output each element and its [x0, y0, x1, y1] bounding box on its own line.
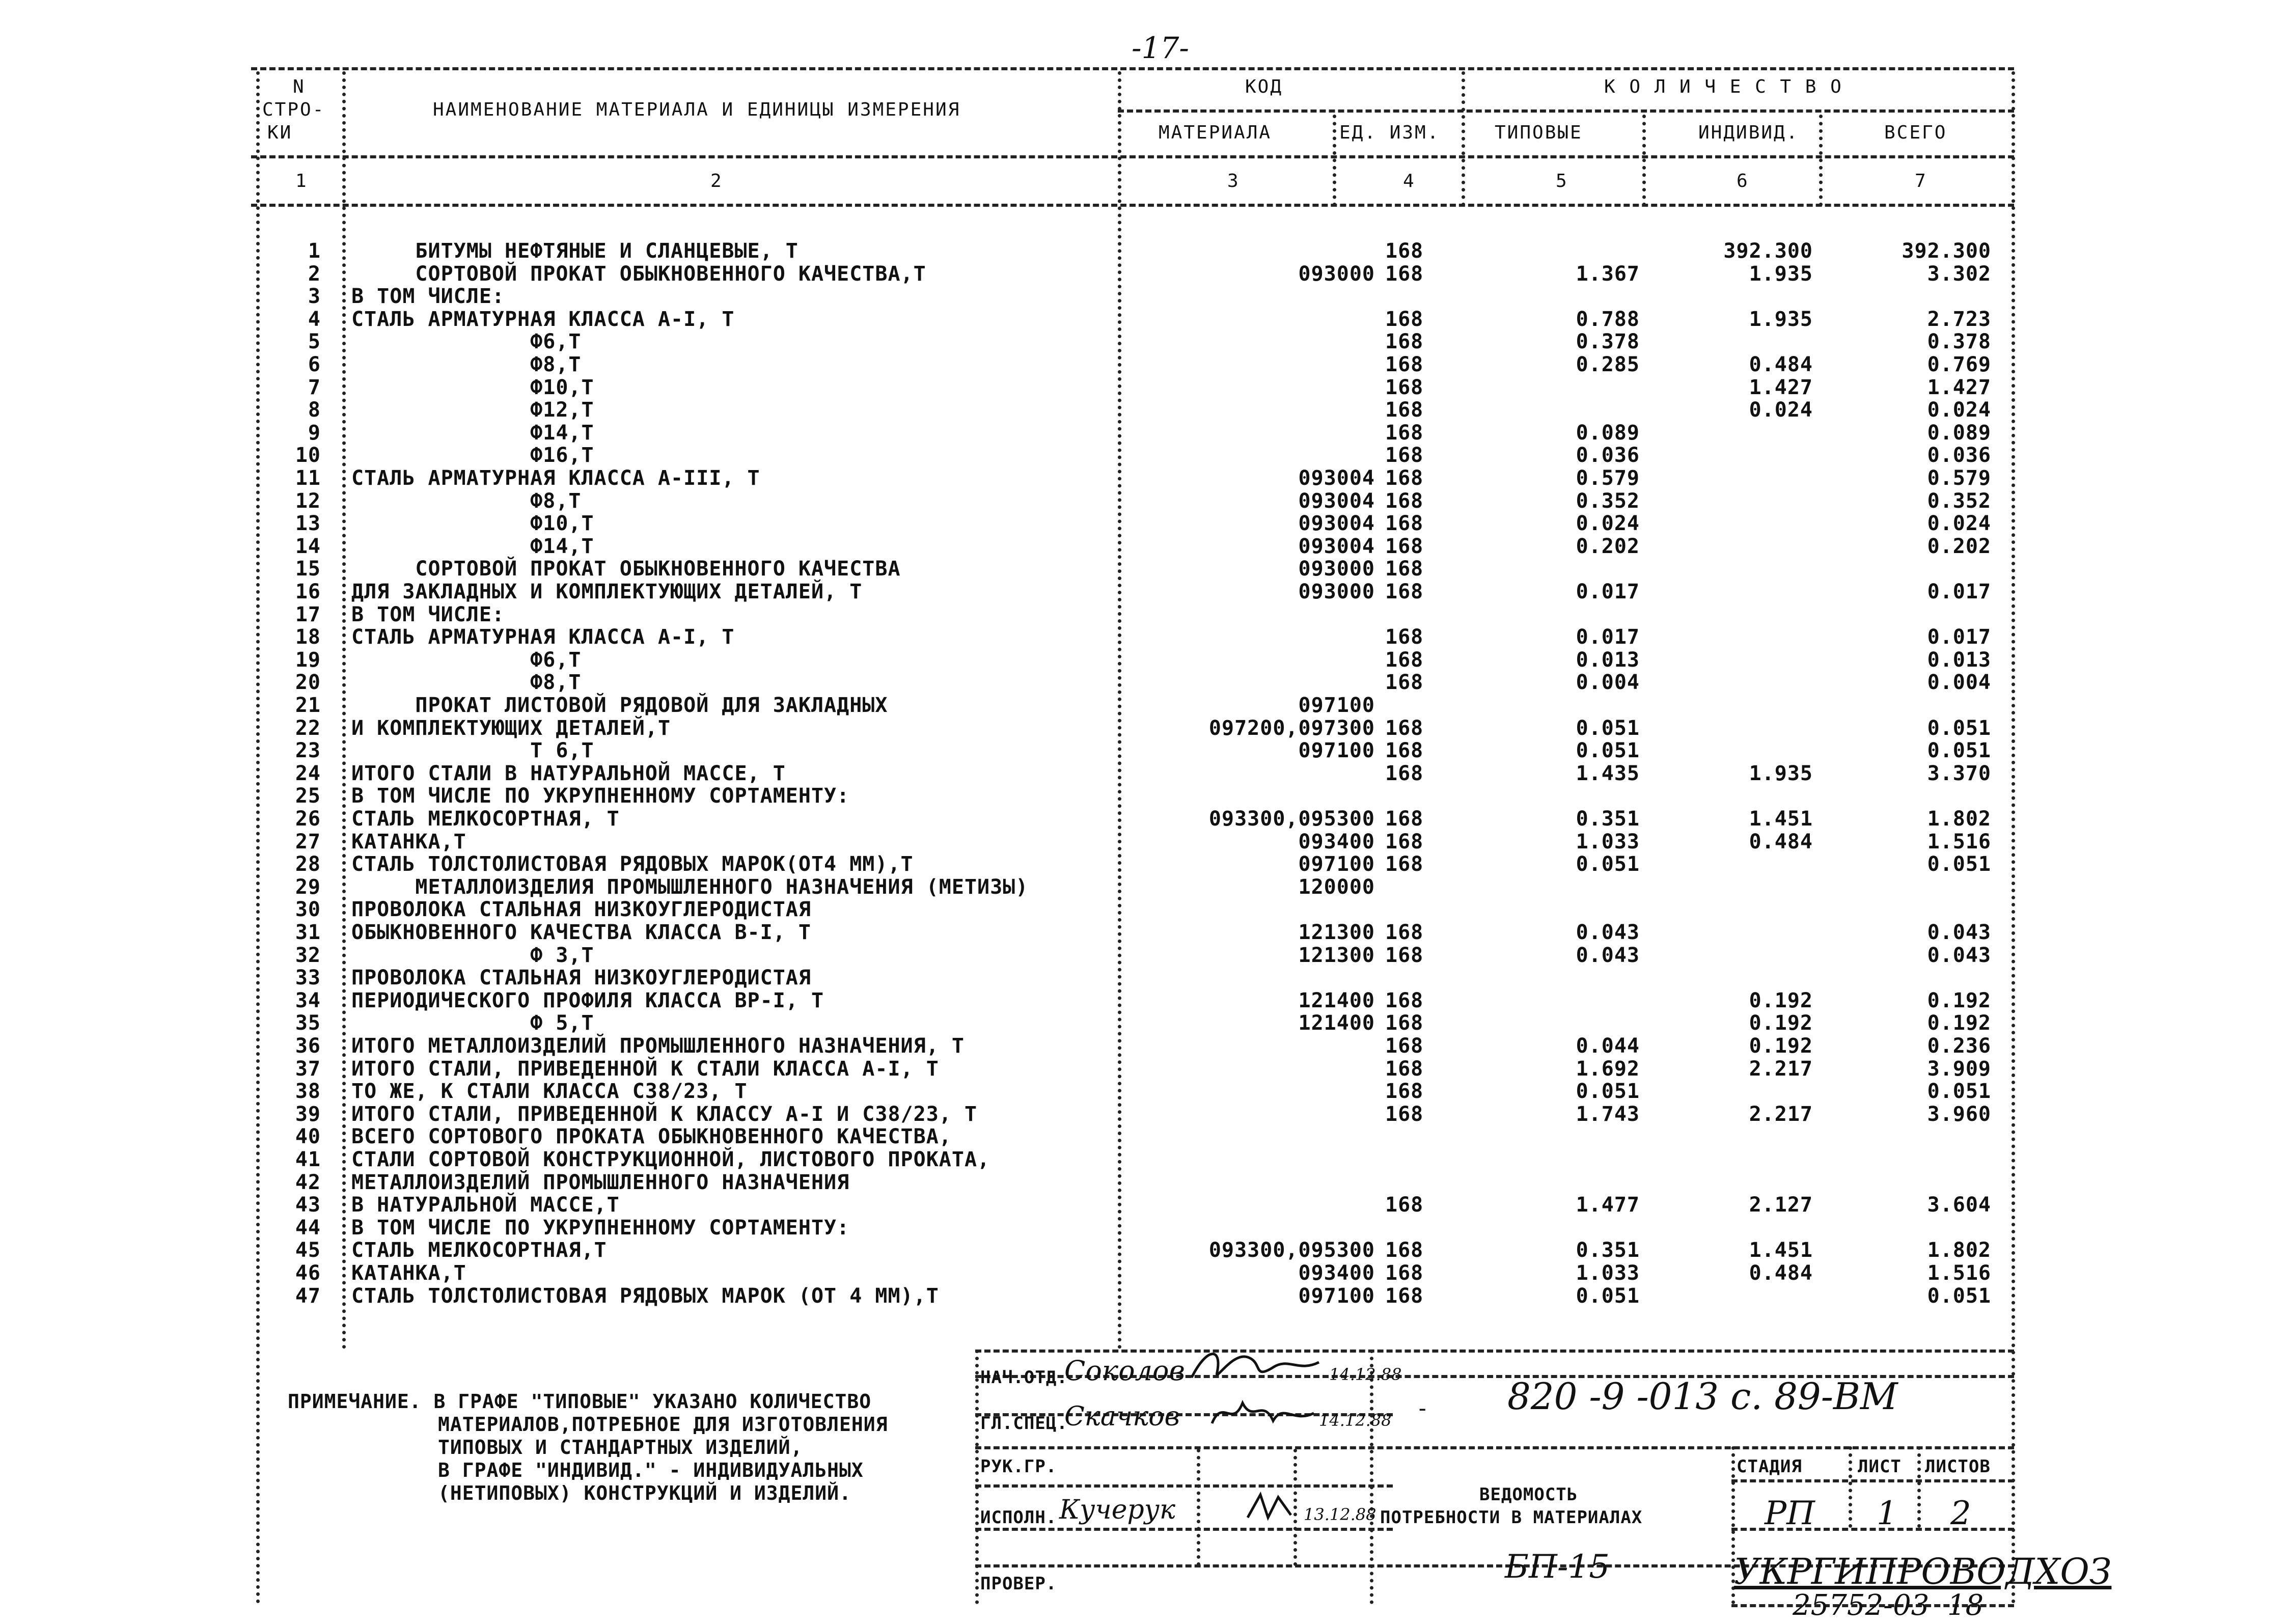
- material-name: ПРОВОЛОКА СТАЛЬНАЯ НИЗКОУГЛЕРОДИСТАЯ: [351, 898, 811, 922]
- material-name: МЕТАЛЛОИЗДЕЛИЙ ПРОМЫШЛЕННОГО НАЗНАЧЕНИЯ: [351, 1170, 850, 1194]
- row-number: 14: [295, 534, 321, 558]
- unit-code: 168: [1385, 375, 1424, 399]
- title-line-1: ВЕДОМОСТЬ: [1479, 1484, 1578, 1505]
- material-code: 093004: [1298, 489, 1375, 513]
- material-name: В ТОМ ЧИСЛЕ:: [351, 602, 505, 626]
- material-code: 093400: [1298, 1261, 1375, 1285]
- qty-total: 0.051: [1927, 739, 1991, 763]
- unit-code: 168: [1385, 262, 1424, 286]
- row-number: 26: [295, 807, 321, 831]
- unit-code: 168: [1385, 830, 1424, 854]
- row-number: 10: [295, 444, 321, 467]
- qty-typical: 0.051: [1576, 1080, 1640, 1104]
- qty-individual: 0.484: [1749, 353, 1813, 376]
- row-number: 6: [308, 353, 321, 376]
- unit-code: 168: [1385, 1238, 1424, 1262]
- colnum-3: 3: [1227, 171, 1240, 191]
- row-number: 25: [295, 784, 321, 808]
- qty-typical: 0.285: [1576, 353, 1640, 376]
- row-number: 3: [308, 285, 321, 309]
- material-code: 093004: [1298, 534, 1375, 558]
- qty-typical: 0.051: [1576, 739, 1640, 763]
- material-name: СТАЛЬ ТОЛСТОЛИСТОВАЯ РЯДОВЫХ МАРОК(ОТ4 ММ),Т: [351, 852, 914, 876]
- material-code: 121400: [1298, 988, 1375, 1012]
- sep-right-edge: [2012, 71, 2015, 1604]
- unit-code: 168: [1385, 444, 1424, 467]
- note-line-5: (НЕТИПОВЫХ) КОНСТРУКЦИЙ И ИЗДЕЛИЙ.: [438, 1482, 851, 1504]
- nach-otd-date: 14.12.88: [1329, 1365, 1402, 1384]
- material-name: И КОМПЛЕКТУЮЩИХ ДЕТАЛЕЙ,Т: [351, 716, 671, 740]
- qty-total: 3.909: [1927, 1057, 1991, 1081]
- rule-top: [251, 67, 2014, 70]
- qty-total: 0.017: [1927, 625, 1991, 649]
- qty-total: 0.043: [1927, 943, 1991, 967]
- qty-individual: 0.484: [1749, 830, 1813, 854]
- material-name: В ТОМ ЧИСЛЕ ПО УКРУПНЕННОМУ СОРТАМЕНТУ:: [351, 784, 850, 808]
- object-code: БП-15: [1505, 1548, 1610, 1586]
- material-name: Ф 5,Т: [351, 1011, 594, 1035]
- material-name: Ф10,Т: [351, 512, 594, 536]
- note-line-1: ПРИМЕЧАНИЕ. В ГРАФЕ "ТИПОВЫЕ" УКАЗАНО КОЛИЧЕСТВО: [288, 1390, 872, 1413]
- row-number: 11: [295, 466, 321, 490]
- qty-total: 0.051: [1927, 1284, 1991, 1308]
- material-name: В ТОМ ЧИСЛЕ ПО УКРУПНЕННОМУ СОРТАМЕНТУ:: [351, 1216, 850, 1240]
- qty-typical: 0.004: [1576, 671, 1640, 695]
- gl-spec-label: ГЛ.СПЕЦ.: [980, 1413, 1068, 1434]
- material-name: СОРТОВОЙ ПРОКАТ ОБЫКНОВЕННОГО КАЧЕСТВА: [351, 557, 901, 581]
- unit-code: 168: [1385, 1102, 1424, 1126]
- unit-code: 168: [1385, 1080, 1424, 1104]
- row-number: 19: [295, 648, 321, 672]
- rule-header-mid: [1118, 109, 2014, 113]
- nach-otd-name: Соколов: [1064, 1355, 1185, 1387]
- header-individ: ИНДИВИД.: [1698, 122, 1799, 143]
- qty-individual: 392.300: [1723, 239, 1813, 263]
- qty-typical: 0.051: [1576, 1284, 1640, 1308]
- unit-code: 168: [1385, 580, 1424, 603]
- qty-total: 3.302: [1927, 262, 1991, 286]
- material-code: 093004: [1298, 466, 1375, 490]
- row-number: 18: [295, 625, 321, 649]
- qty-typical: 0.043: [1576, 943, 1640, 967]
- qty-typical: 0.051: [1576, 716, 1640, 740]
- row-number: 1: [308, 239, 321, 263]
- material-name: Ф8,Т: [351, 671, 582, 695]
- qty-total: 0.017: [1927, 580, 1991, 603]
- material-name: Ф6,Т: [351, 648, 582, 672]
- material-name: Ф8,Т: [351, 353, 582, 376]
- qty-individual: 0.484: [1749, 1261, 1813, 1285]
- doc-code-dash: -: [1416, 1395, 1429, 1421]
- qty-total: 1.427: [1927, 375, 1991, 399]
- material-name: СТАЛЬ АРМАТУРНАЯ КЛАССА А-I, Т: [351, 625, 735, 649]
- material-name: В НАТУРАЛЬНОЙ МАССЕ,Т: [351, 1193, 620, 1217]
- listov-label: ЛИСТОВ: [1925, 1456, 1991, 1477]
- header-vsego: ВСЕГО: [1884, 122, 1947, 143]
- qty-individual: 0.192: [1749, 1034, 1813, 1058]
- material-name: ТО ЖЕ, К СТАЛИ КЛАССА С38/23, Т: [351, 1080, 748, 1104]
- material-code: 097200,097300: [1208, 716, 1375, 740]
- colnum-4: 4: [1403, 171, 1416, 191]
- signature-ispoln: [1243, 1487, 1299, 1528]
- qty-typical: 0.043: [1576, 921, 1640, 944]
- material-name: СТАЛИ СОРТОВОЙ КОНСТРУКЦИОННОЙ, ЛИСТОВОГО ПРОКАТА,: [351, 1148, 990, 1171]
- material-code: 121400: [1298, 1011, 1375, 1035]
- stadiya-label: СТАДИЯ: [1737, 1456, 1802, 1477]
- ispoln-date: 13.12.88: [1304, 1505, 1376, 1524]
- material-name: ИТОГО СТАЛИ, ПРИВЕДЕННОЙ К СТАЛИ КЛАССА А-I, Т: [351, 1057, 939, 1081]
- material-name: ПРОКАТ ЛИСТОВОЙ РЯДОВОЙ ДЛЯ ЗАКЛАДНЫХ: [351, 694, 888, 717]
- unit-code: 168: [1385, 807, 1424, 831]
- unit-code: 168: [1385, 852, 1424, 876]
- qty-total: 0.378: [1927, 330, 1991, 354]
- unit-code: 168: [1385, 1193, 1424, 1217]
- qty-individual: 1.935: [1749, 761, 1813, 785]
- material-code: 097100: [1298, 852, 1375, 876]
- row-number: 13: [295, 512, 321, 536]
- material-name: Ф14,Т: [351, 534, 594, 558]
- material-name: Ф12,Т: [351, 398, 594, 422]
- unit-code: 168: [1385, 648, 1424, 672]
- qty-typical: 0.579: [1576, 466, 1640, 490]
- qty-total: 1.516: [1927, 1261, 1991, 1285]
- unit-code: 168: [1385, 1034, 1424, 1058]
- gl-spec-name: Скачков: [1064, 1401, 1180, 1432]
- qty-total: 0.051: [1927, 1080, 1991, 1104]
- material-name: Т 6,Т: [351, 739, 594, 763]
- qty-typical: 0.024: [1576, 512, 1640, 536]
- qty-typical: 1.367: [1576, 262, 1640, 286]
- note-line-2: МАТЕРИАЛОВ,ПОТРЕБНОЕ ДЛЯ ИЗГОТОВЛЕНИЯ: [438, 1413, 888, 1436]
- rule-body-bottom: [975, 1350, 2014, 1353]
- material-name: Ф16,Т: [351, 444, 594, 467]
- signature-gl-spec: [1207, 1393, 1319, 1434]
- unit-code: 168: [1385, 988, 1424, 1012]
- row-number: 12: [295, 489, 321, 513]
- row-number: 29: [295, 875, 321, 899]
- row-number: 30: [295, 898, 321, 922]
- material-name: ПРОВОЛОКА СТАЛЬНАЯ НИЗКОУГЛЕРОДИСТАЯ: [351, 966, 811, 990]
- qty-typical: 0.788: [1576, 307, 1640, 331]
- qty-total: 3.370: [1927, 761, 1991, 785]
- qty-total: 0.769: [1927, 353, 1991, 376]
- rule-colnum-bottom: [251, 204, 2014, 207]
- row-number: 28: [295, 852, 321, 876]
- material-name: Ф6,Т: [351, 330, 582, 354]
- listov-value: 2: [1950, 1495, 1971, 1532]
- qty-total: 0.051: [1927, 716, 1991, 740]
- unit-code: 168: [1385, 307, 1424, 331]
- qty-typical: 0.378: [1576, 330, 1640, 354]
- row-number: 39: [295, 1102, 321, 1126]
- material-code: 093000: [1298, 262, 1375, 286]
- sep-left-edge: [256, 71, 260, 1604]
- qty-typical: 0.352: [1576, 489, 1640, 513]
- header-ki: КИ: [267, 122, 293, 143]
- unit-code: 168: [1385, 239, 1424, 263]
- unit-code: 168: [1385, 534, 1424, 558]
- material-code: 121300: [1298, 921, 1375, 944]
- qty-individual: 1.935: [1749, 307, 1813, 331]
- sep-n-name: [342, 71, 346, 1350]
- page-number: -17-: [1132, 31, 1189, 65]
- qty-typical: 1.033: [1576, 830, 1640, 854]
- row-number: 37: [295, 1057, 321, 1081]
- sep-typ-ind: [1642, 115, 1646, 206]
- material-code: 093300,095300: [1208, 807, 1375, 831]
- row-number: 34: [295, 988, 321, 1012]
- sep-name-code: [1118, 71, 1121, 1350]
- qty-individual: 1.451: [1749, 807, 1813, 831]
- unit-code: 168: [1385, 1261, 1424, 1285]
- row-number: 16: [295, 580, 321, 603]
- list-label: ЛИСТ: [1858, 1456, 1902, 1477]
- material-name: СОРТОВОЙ ПРОКАТ ОБЫКНОВЕННОГО КАЧЕСТВА,Т: [351, 262, 926, 286]
- unit-code: 168: [1385, 671, 1424, 695]
- row-number: 8: [308, 398, 321, 422]
- material-code: 097100: [1298, 739, 1375, 763]
- prover-label: ПРОВЕР.: [980, 1574, 1057, 1594]
- row-number: 7: [308, 375, 321, 399]
- unit-code: 168: [1385, 739, 1424, 763]
- material-name: ВСЕГО СОРТОВОГО ПРОКАТА ОБЫКНОВЕННОГО КАЧЕСТВА,: [351, 1125, 952, 1149]
- qty-individual: 2.217: [1749, 1102, 1813, 1126]
- row-number: 47: [295, 1284, 321, 1308]
- list-value: 1: [1877, 1495, 1897, 1532]
- row-number: 2: [308, 262, 321, 286]
- row-number: 31: [295, 921, 321, 944]
- unit-code: 168: [1385, 1057, 1424, 1081]
- ispoln-label: ИСПОЛН.: [980, 1507, 1057, 1528]
- row-number: 42: [295, 1170, 321, 1194]
- row-number: 45: [295, 1238, 321, 1262]
- material-name: Ф8,Т: [351, 489, 582, 513]
- qty-individual: 0.024: [1749, 398, 1813, 422]
- row-number: 35: [295, 1011, 321, 1035]
- material-name: СТАЛЬ АРМАТУРНАЯ КЛАССА А-I, Т: [351, 307, 735, 331]
- colnum-2: 2: [710, 171, 723, 191]
- material-code: 097100: [1298, 1284, 1375, 1308]
- material-name: ИТОГО СТАЛИ В НАТУРАЛЬНОЙ МАССЕ, Т: [351, 761, 786, 785]
- header-kod: КОД: [1245, 76, 1283, 97]
- ispoln-name: Кучерук: [1059, 1495, 1176, 1525]
- row-number: 21: [295, 694, 321, 717]
- row-number: 32: [295, 943, 321, 967]
- material-name: ДЛЯ ЗАКЛАДНЫХ И КОМПЛЕКТУЮЩИХ ДЕТАЛЕЙ, Т: [351, 580, 863, 603]
- unit-code: 168: [1385, 466, 1424, 490]
- header-name: НАИМЕНОВАНИЕ МАТЕРИАЛА И ЕДИНИЦЫ ИЗМЕРЕНИЯ: [433, 99, 961, 120]
- header-tipovye: ТИПОВЫЕ: [1495, 122, 1583, 143]
- qty-total: 0.013: [1927, 648, 1991, 672]
- qty-typical: 1.435: [1576, 761, 1640, 785]
- qty-total: 0.004: [1927, 671, 1991, 695]
- unit-code: 168: [1385, 512, 1424, 536]
- stadiya-value: РП: [1765, 1495, 1815, 1532]
- colnum-1: 1: [295, 171, 308, 191]
- unit-code: 168: [1385, 1284, 1424, 1308]
- org-name: УКРГИПРОВОДХОЗ: [1734, 1551, 2112, 1592]
- sep-unit-typ: [1462, 71, 1465, 206]
- material-code: 093000: [1298, 557, 1375, 581]
- unit-code: 168: [1385, 398, 1424, 422]
- row-number: 9: [308, 421, 321, 445]
- material-name: КАТАНКА,Т: [351, 1261, 466, 1285]
- title-line-2: ПОТРЕБНОСТИ В МАТЕРИАЛАХ: [1380, 1507, 1643, 1528]
- row-number: 4: [308, 307, 321, 331]
- material-code: 093000: [1298, 580, 1375, 603]
- header-ed-izm: ЕД. ИЗМ.: [1339, 122, 1440, 143]
- unit-code: 168: [1385, 943, 1424, 967]
- qty-total: 0.089: [1927, 421, 1991, 445]
- doc-code: 820 -9 -013 с. 89-ВМ: [1507, 1375, 1898, 1418]
- qty-typical: 0.017: [1576, 625, 1640, 649]
- row-number: 15: [295, 557, 321, 581]
- qty-typical: 0.202: [1576, 534, 1640, 558]
- row-number: 23: [295, 739, 321, 763]
- material-name: БИТУМЫ НЕФТЯНЫЕ И СЛАНЦЕВЫЕ, Т: [351, 239, 798, 263]
- qty-total: 0.192: [1927, 988, 1991, 1012]
- qty-total: 0.579: [1927, 466, 1991, 490]
- qty-typical: 0.051: [1576, 852, 1640, 876]
- qty-typical: 0.013: [1576, 648, 1640, 672]
- material-name: СТАЛЬ ТОЛСТОЛИСТОВАЯ РЯДОВЫХ МАРОК (ОТ 4 ММ),Т: [351, 1284, 939, 1308]
- row-number: 5: [308, 330, 321, 354]
- unit-code: 168: [1385, 489, 1424, 513]
- material-code: 097100: [1298, 694, 1375, 717]
- material-name: Ф14,Т: [351, 421, 594, 445]
- material-code: 093004: [1298, 512, 1375, 536]
- qty-total: 3.960: [1927, 1102, 1991, 1126]
- row-number: 17: [295, 602, 321, 626]
- gl-spec-date: 14.12.88: [1319, 1411, 1392, 1430]
- qty-typical: 1.477: [1576, 1193, 1640, 1217]
- sep-ind-total: [1819, 115, 1823, 206]
- qty-typical: 0.036: [1576, 444, 1640, 467]
- row-number: 27: [295, 830, 321, 854]
- nach-otd-label: НАЧ.ОТД.: [980, 1367, 1068, 1388]
- qty-individual: 0.192: [1749, 988, 1813, 1012]
- material-code: 093300,095300: [1208, 1238, 1375, 1262]
- material-name: В ТОМ ЧИСЛЕ:: [351, 285, 505, 309]
- qty-total: 0.051: [1927, 852, 1991, 876]
- colnum-7: 7: [1915, 171, 1927, 191]
- material-name: СТАЛЬ МЕЛКОСОРТНАЯ,Т: [351, 1238, 607, 1262]
- qty-individual: 1.427: [1749, 375, 1813, 399]
- qty-individual: 0.192: [1749, 1011, 1813, 1035]
- sep-code-unit: [1333, 115, 1336, 206]
- qty-typical: 0.351: [1576, 807, 1640, 831]
- row-number: 44: [295, 1216, 321, 1240]
- unit-code: 168: [1385, 1011, 1424, 1035]
- material-name: ИТОГО МЕТАЛЛОИЗДЕЛИЙ ПРОМЫШЛЕННОГО НАЗНАЧЕНИЯ, Т: [351, 1034, 965, 1058]
- unit-code: 168: [1385, 921, 1424, 944]
- unit-code: 168: [1385, 625, 1424, 649]
- qty-individual: 1.451: [1749, 1238, 1813, 1262]
- row-number: 33: [295, 966, 321, 990]
- row-number: 41: [295, 1148, 321, 1171]
- unit-code: 168: [1385, 557, 1424, 581]
- row-number: 38: [295, 1080, 321, 1104]
- row-number: 43: [295, 1193, 321, 1217]
- row-number: 20: [295, 671, 321, 695]
- qty-typical: 0.017: [1576, 580, 1640, 603]
- qty-total: 1.802: [1927, 807, 1991, 831]
- qty-total: 0.202: [1927, 534, 1991, 558]
- archive-number: 25752-03 18: [1793, 1589, 1984, 1622]
- qty-individual: 2.127: [1749, 1193, 1813, 1217]
- qty-total: 0.192: [1927, 1011, 1991, 1035]
- header-n: N: [293, 76, 306, 97]
- row-number: 36: [295, 1034, 321, 1058]
- qty-individual: 2.217: [1749, 1057, 1813, 1081]
- material-name: Ф 3,Т: [351, 943, 594, 967]
- material-code: 121300: [1298, 943, 1375, 967]
- qty-typical: 1.033: [1576, 1261, 1640, 1285]
- qty-typical: 0.044: [1576, 1034, 1640, 1058]
- header-stro: СТРО-: [262, 99, 325, 120]
- qty-total: 392.300: [1902, 239, 1991, 263]
- row-number: 24: [295, 761, 321, 785]
- material-name: Ф10,Т: [351, 375, 594, 399]
- row-number: 40: [295, 1125, 321, 1149]
- material-name: МЕТАЛЛОИЗДЕЛИЯ ПРОМЫШЛЕННОГО НАЗНАЧЕНИЯ (МЕТИЗЫ): [351, 875, 1029, 899]
- qty-total: 0.036: [1927, 444, 1991, 467]
- note-line-3: ТИПОВЫХ И СТАНДАРТНЫХ ИЗДЕЛИЙ,: [438, 1436, 803, 1458]
- unit-code: 168: [1385, 421, 1424, 445]
- material-name: ОБЫКНОВЕННОГО КАЧЕСТВА КЛАССА В-I, Т: [351, 921, 811, 944]
- material-code: 120000: [1298, 875, 1375, 899]
- material-name: СТАЛЬ МЕЛКОСОРТНАЯ, Т: [351, 807, 620, 831]
- material-name: ПЕРИОДИЧЕСКОГО ПРОФИЛЯ КЛАССА ВР-I, Т: [351, 988, 824, 1012]
- qty-total: 0.024: [1927, 512, 1991, 536]
- material-name: КАТАНКА,Т: [351, 830, 466, 854]
- unit-code: 168: [1385, 716, 1424, 740]
- material-name: СТАЛЬ АРМАТУРНАЯ КЛАССА А-III, Т: [351, 466, 760, 490]
- qty-total: 1.802: [1927, 1238, 1991, 1262]
- material-name: ИТОГО СТАЛИ, ПРИВЕДЕННОЙ К КЛАССУ А-I И С38/23, Т: [351, 1102, 978, 1126]
- unit-code: 168: [1385, 330, 1424, 354]
- qty-individual: 1.935: [1749, 262, 1813, 286]
- qty-total: 0.043: [1927, 921, 1991, 944]
- qty-total: 3.604: [1927, 1193, 1991, 1217]
- qty-total: 0.024: [1927, 398, 1991, 422]
- signature-nach-otd: [1187, 1342, 1329, 1388]
- row-number: 46: [295, 1261, 321, 1285]
- ruk-gr-label: РУК.ГР.: [980, 1456, 1057, 1477]
- note-line-4: В ГРАФЕ "ИНДИВИД." - ИНДИВИДУАЛЬНЫХ: [438, 1459, 864, 1481]
- unit-code: 168: [1385, 353, 1424, 376]
- qty-typical: 0.351: [1576, 1238, 1640, 1262]
- qty-typical: 1.743: [1576, 1102, 1640, 1126]
- material-code: 093400: [1298, 830, 1375, 854]
- qty-typical: 1.692: [1576, 1057, 1640, 1081]
- qty-typical: 0.089: [1576, 421, 1640, 445]
- header-material: МАТЕРИАЛА: [1159, 122, 1272, 143]
- qty-total: 0.236: [1927, 1034, 1991, 1058]
- qty-total: 0.352: [1927, 489, 1991, 513]
- row-number: 22: [295, 716, 321, 740]
- colnum-6: 6: [1737, 171, 1749, 191]
- unit-code: 168: [1385, 761, 1424, 785]
- qty-total: 2.723: [1927, 307, 1991, 331]
- qty-total: 1.516: [1927, 830, 1991, 854]
- header-kolichestvo: К О Л И Ч Е С Т В О: [1604, 76, 1843, 97]
- rule-header-bottom: [251, 155, 2014, 158]
- colnum-5: 5: [1556, 171, 1568, 191]
